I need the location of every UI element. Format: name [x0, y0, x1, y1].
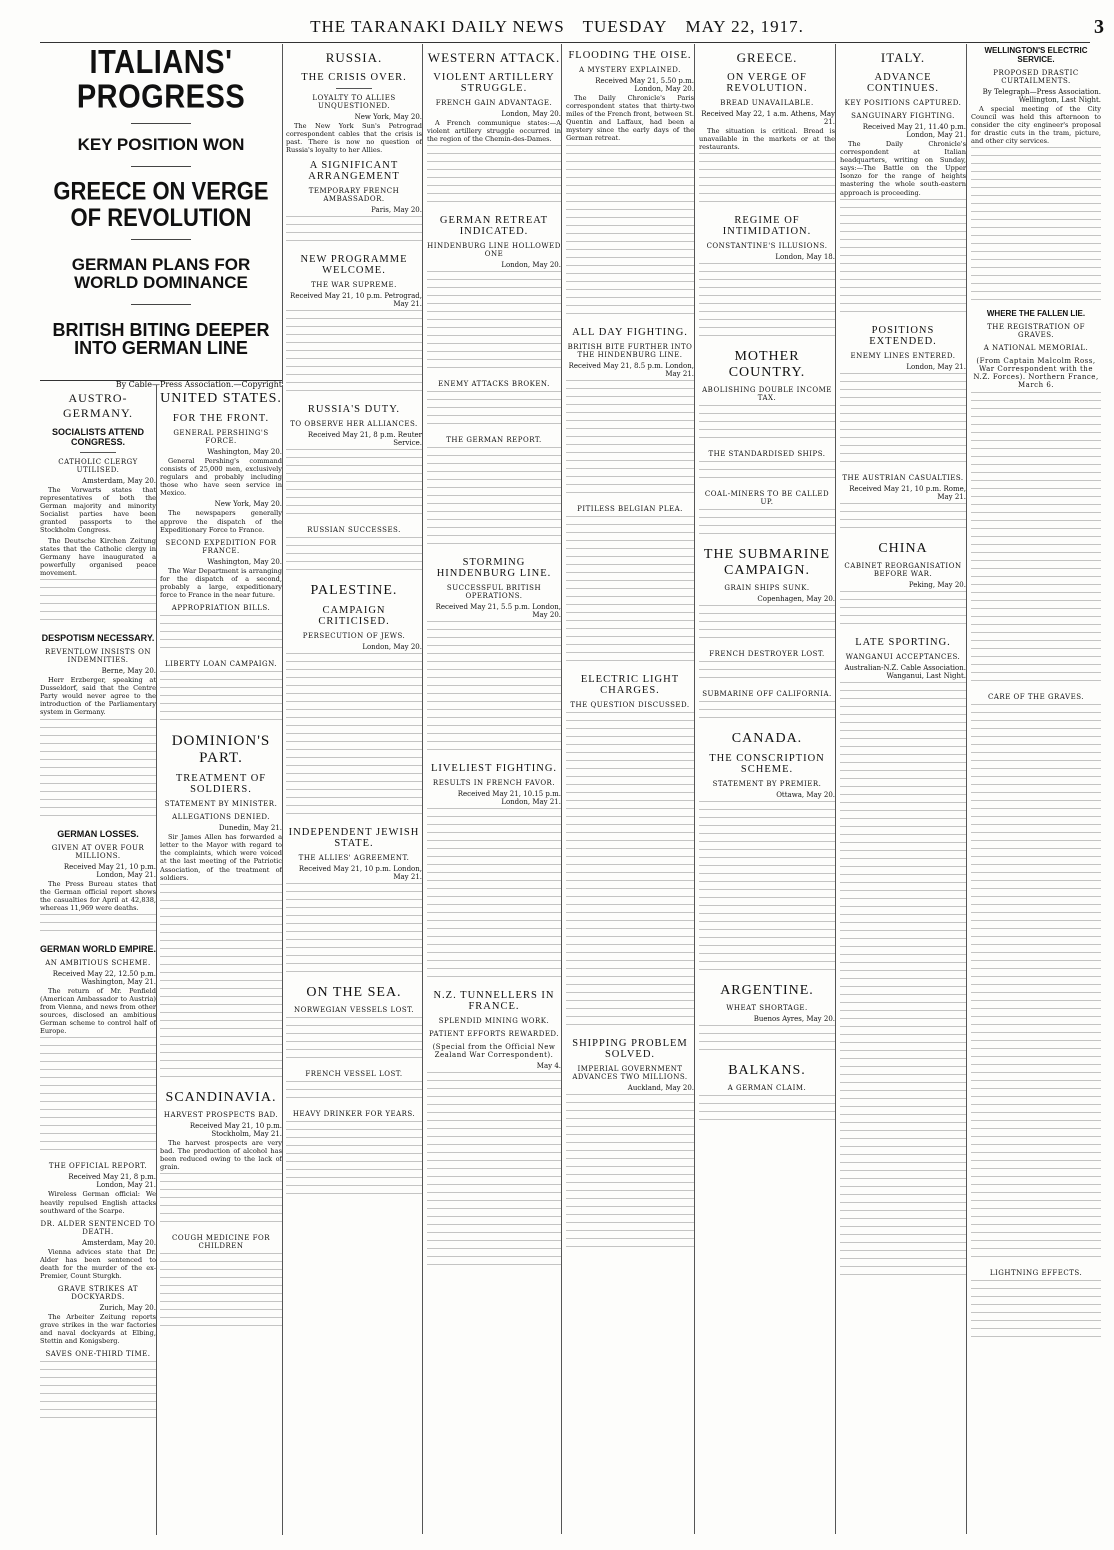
subhead: LIVELIEST FIGHTING. — [430, 763, 558, 775]
minor-head: LIGHTNING EFFECTS. — [989, 1269, 1083, 1278]
minor-head: GENERAL PERSHING'S FORCE. — [173, 429, 269, 445]
body-text-block — [427, 145, 561, 209]
article-russia — [286, 44, 423, 1534]
section-head: DOMINION'S PART. — [171, 733, 271, 767]
minor-head: HEAVY DRINKER FOR YEARS. — [292, 1110, 416, 1119]
minor-head: ENEMY ATTACKS BROKEN. — [438, 380, 550, 389]
body-text-block — [427, 621, 561, 757]
minor-head: TEMPORARY FRENCH AMBASSADOR. — [308, 187, 400, 204]
dateline: Received May 21, 10 p.m. Petrograd, May 21. — [290, 292, 422, 309]
subhead: ADVANCE CONTINUES. — [866, 72, 940, 94]
body-text-block — [699, 801, 835, 977]
article-flooding-oise — [566, 44, 695, 1534]
section-head: CANADA. — [731, 731, 803, 747]
minor-head: (From Captain Malcolm Ross, War Correspondent with the N.Z. Forces). Northern France, March 6. — [973, 357, 1099, 390]
minor-head: DR. ALDER SENTENCED TO DEATH. — [40, 1219, 156, 1236]
subhead: A SIGNIFICANT ARRANGEMENT — [308, 160, 400, 183]
section-head: RUSSIA. — [325, 50, 383, 65]
minor-head: SANGUINARY FIGHTING. — [851, 112, 955, 120]
dateline: Received May 21, 5.5 p.m. London, May 20. — [435, 603, 561, 620]
body-text-block — [427, 1072, 561, 1272]
minor-head: THE WAR SUPREME. — [311, 281, 397, 290]
minor-head: CONSTANTINE'S ILLUSIONS. — [706, 242, 828, 251]
minor-head: GRAVE STRIKES AT DOCKYARDS. — [57, 1285, 139, 1302]
article-united-states — [160, 385, 283, 1535]
article-text: The newspapers generally approve the dispatch of the Expeditionary Force to France. — [160, 509, 282, 534]
minor-head: TO OBSERVE HER ALLIANCES. — [290, 420, 418, 429]
body-text-block — [566, 516, 694, 668]
body-text-block — [840, 373, 966, 469]
minor-head: THE GERMAN REPORT. — [446, 436, 542, 445]
dateline: Peking, May 20. — [908, 580, 966, 589]
article-text: Wireless German official: We heavily repulsed English attacks southward of the Scarpe. — [40, 1190, 156, 1215]
page-number: 3 — [1094, 16, 1104, 38]
subhead: DESPOTISM NECESSARY. — [41, 633, 155, 644]
article-wellington — [971, 44, 1101, 1534]
minor-head: COUGH MEDICINE FOR CHILDREN — [171, 1234, 271, 1251]
minor-head: PERSECUTION OF JEWS. — [302, 632, 406, 641]
minor-head: THE OFFICIAL REPORT. — [48, 1162, 148, 1171]
dateline: Zurich, May 20. — [99, 1304, 156, 1313]
minor-head: RUSSIAN SUCCESSES. — [307, 526, 401, 535]
body-text-block — [160, 884, 282, 1084]
subhead: GERMAN RETREAT INDICATED. — [439, 215, 549, 238]
section-head: WELLINGTON'S ELECTRIC SERVICE. — [984, 46, 1088, 64]
body-text-block — [971, 704, 1101, 1264]
dateline: Washington, May 20. — [207, 448, 282, 456]
subhead: ALL DAY FIGHTING. — [572, 326, 688, 338]
article-text: The War Department is arranging for the dispatch of a second, probably a large, expeditionary force to France in the near future. — [160, 566, 282, 600]
article-text: The Daily Chronicle's correspondent at Italian headquarters, writing on Sunday, says:—The Battle on the Upper Isonzo for the range of heights mastering the whole south-eastern approach is proceeding. — [840, 140, 966, 197]
minor-head: LIBERTY LOAN CAMPAIGN. — [164, 660, 278, 669]
minor-head: ABOLISHING DOUBLE INCOME TAX. — [702, 386, 832, 403]
minor-head: BRITISH BITE FURTHER INTO THE HINDENBURG LINE. — [567, 342, 693, 359]
article-text: The New York Sun's Petrograd correspondent cables that the crisis is past. There is now no question of Russia's loyalty to her Allies. — [286, 122, 422, 155]
dateline: Received May 21, 5.50 p.m. London, May 20. — [595, 77, 694, 93]
lead-rule — [40, 380, 282, 381]
minor-head: FRENCH DESTROYER LOST. — [709, 650, 825, 659]
minor-head: A NATIONAL MEMORIAL. — [983, 344, 1089, 353]
article-text: General Pershing's command consists of 25,000 men, exclusively regulars and probably including those who have seen service in Mexico. — [160, 457, 282, 498]
dateline: New York, May 20. — [354, 113, 422, 121]
body-text-block — [840, 682, 966, 1282]
minor-head: SECOND EXPEDITION FOR FRANCE. — [165, 538, 277, 555]
subhead: INDEPENDENT JEWISH STATE. — [288, 827, 420, 850]
minor-head: (Special from the Official New Zealand War Correspondent). — [432, 1043, 556, 1060]
article-greece — [699, 44, 836, 1534]
article-text: The Deutsche Kirchen Zeitung states that the Catholic clergy in Germany have inaugurated a powerfully organised peace movement. — [40, 536, 156, 577]
body-text-block — [40, 579, 156, 627]
divider — [131, 123, 191, 124]
lead-deck-british-biting: BRITISH BITING DEEPER INTO GERMAN LINE — [52, 319, 270, 359]
article-text: A French communique states:—A violent artillery struggle occurred in the region of the Chemin-des-Dames. — [427, 119, 561, 144]
lead-deck-key-position: KEY POSITION WON — [77, 134, 245, 154]
body-text-block — [971, 1280, 1101, 1344]
body-text-block — [286, 653, 422, 821]
minor-head: WHEAT SHORTAGE. — [726, 1004, 808, 1013]
body-text-block — [699, 461, 835, 485]
dateline: Copenhagen, May 20. — [757, 595, 835, 604]
minor-head: STATEMENT BY MINISTER. — [164, 800, 278, 809]
dateline: Received May 21, 10 p.m. Stockholm, May 21. — [189, 1121, 282, 1138]
section-head: ON THE SEA. — [306, 985, 402, 1001]
body-text-block — [40, 914, 156, 938]
minor-head: REVENTLOW INSISTS ON INDEMNITIES. — [45, 648, 151, 665]
dateline: Received May 21, 8 p.m. London, May 21. — [68, 1173, 156, 1190]
dateline: New York, May 20. — [214, 500, 282, 509]
lead-headline: ITALIANS' PROGRESS — [76, 44, 246, 117]
dateline: Received May 21, 10 p.m. London, May 21. — [63, 862, 156, 879]
body-text-block — [427, 391, 561, 431]
subhead: THE CRISIS OVER. — [301, 72, 407, 83]
body-text-block — [160, 1173, 282, 1229]
subhead: FOR THE FRONT. — [172, 413, 270, 424]
minor-head: THE AUSTRIAN CASUALTIES. — [842, 473, 964, 482]
subhead: SOCIALISTS ATTEND CONGRESS. — [52, 427, 144, 447]
dateline: Paris, May 20. — [371, 206, 422, 215]
minor-head: ALLEGATIONS DENIED. — [172, 813, 270, 822]
divider — [336, 88, 372, 89]
dateline: Received May 21, 10 p.m. London, May 21. — [298, 865, 422, 882]
dateline: Received May 21, 11.40 p.m. London, May 21. — [862, 123, 966, 139]
minor-head: CABINET REORGANISATION BEFORE WAR. — [844, 561, 962, 578]
subhead: SHIPPING PROBLEM SOLVED. — [572, 1037, 688, 1060]
minor-head: IMPERIAL GOVERNMENT ADVANCES TWO MILLIONS. — [572, 1064, 688, 1081]
section-head: SCANDINAVIA. — [165, 1089, 277, 1105]
article-text: The Press Bureau states that the German official report shows the casualties for April at 42,838, whereas 11,969 were deaths. — [40, 879, 156, 912]
minor-head: PATIENT EFFORTS REWARDED. — [428, 1030, 560, 1039]
body-text-block — [286, 216, 422, 248]
section-head: BALKANS. — [728, 1063, 806, 1079]
subhead: THE CONSCRIPTION SCHEME. — [709, 753, 825, 776]
minor-head: ENEMY LINES ENTERED. — [850, 351, 956, 360]
minor-head: PROPOSED DRASTIC CURTAILMENTS. — [993, 69, 1079, 85]
subhead: CAMPAIGN CRITICISED. — [318, 605, 390, 628]
dateline: London, May 20. — [501, 261, 561, 270]
body-text-block — [699, 405, 835, 445]
article-text: A special meeting of the City Council was held this afternoon to consider the city engineer's proposal for drastic cuts in the tram, picture, and other city services. — [971, 105, 1101, 146]
body-text-block — [286, 310, 422, 398]
byline: By Cable—Press Association.—Copyright — [115, 380, 282, 389]
dateline: Amsterdam, May 20. — [82, 1238, 156, 1247]
body-text-block — [840, 199, 966, 319]
body-text-block — [286, 1121, 422, 1201]
subhead: GERMAN WORLD EMPIRE. — [40, 943, 156, 954]
dateline: London, May 21. — [906, 362, 966, 371]
article-text: The Arbeiter Zeitung reports grave strikes in the war factories and naval dockyards at Elbing, Stettin and Konigsberg. — [40, 1313, 156, 1346]
body-text-block — [566, 380, 694, 500]
dateline: Received May 22, 12.50 p.m. Washington, May 21. — [52, 969, 156, 986]
dateline: London, May 18. — [775, 253, 835, 262]
divider — [131, 166, 191, 167]
minor-head: KEY POSITIONS CAPTURED. — [844, 99, 962, 107]
body-text-block — [160, 615, 282, 655]
section-head: AUSTRO-GERMANY. — [62, 391, 134, 420]
divider — [131, 304, 191, 305]
minor-head: THE ALLIES' AGREEMENT. — [298, 854, 410, 863]
minor-head: PITILESS BELGIAN PLEA. — [577, 504, 683, 513]
lead-headlines — [40, 44, 283, 384]
article-text: The return of Mr. Penfield (American Ambassador to Austria) from Vienna, and news from other sources, disclosed an ambitious German scheme to control half of Europe. — [40, 986, 156, 1036]
section-head: GREECE. — [736, 50, 798, 65]
minor-head: CATHOLIC CLERGY UTILISED. — [58, 458, 138, 474]
minor-head: THE REGISTRATION OF GRAVES. — [987, 323, 1085, 340]
subhead: ELECTRIC LIGHT CHARGES. — [580, 673, 680, 696]
minor-head: WANGANUI ACCEPTANCES. — [845, 652, 961, 661]
minor-head: A MYSTERY EXPLAINED. — [579, 66, 681, 74]
minor-head: BREAD UNAVAILABLE. — [720, 99, 814, 107]
subhead: GERMAN LOSSES. — [57, 828, 139, 839]
section-head: UNITED STATES. — [160, 391, 282, 406]
lead-deck-german-plans: GERMAN PLANS FOR WORLD DOMINANCE — [71, 254, 251, 292]
body-text-block — [971, 392, 1101, 688]
body-text-block — [286, 537, 422, 577]
masthead — [0, 14, 1114, 40]
body-text-block — [566, 1094, 694, 1254]
body-text-block — [160, 1253, 282, 1333]
body-text-block — [286, 883, 422, 979]
dateline: Amsterdam, May 20. — [82, 477, 156, 485]
masthead-date: MAY 22, 1917. — [685, 17, 804, 36]
article-text: Sir James Allen has forwarded a letter to the Mayor with regard to the complaints, which were voiced at the last meeting of the Patriotic Association, of the treatment of soldiers. — [160, 833, 282, 882]
minor-head: A GERMAN CLAIM. — [727, 1084, 807, 1093]
article-text: The Vorwarts states that representatives of both the German majority and minority Socialist parties have been granted passports to the Stockholm Congress. — [40, 486, 156, 535]
article-text: The harvest prospects are very bad. The production of alcohol has been reduced owing to the lack of grain. — [160, 1138, 282, 1171]
minor-head: CARE OF THE GRAVES. — [988, 693, 1084, 702]
dateline: Australian-N.Z. Cable Association. Wanganui, Last Night. — [844, 663, 966, 680]
subhead: NEW PROGRAMME WELCOME. — [300, 254, 408, 277]
dateline: Auckland, May 20. — [627, 1083, 694, 1092]
body-text-block — [566, 712, 694, 1032]
body-text-block — [840, 591, 966, 631]
body-text-block — [699, 605, 835, 645]
body-text-block — [286, 1017, 422, 1065]
article-text: Vienna advices state that Dr. Alder has been sentenced to death for the murder of the ex-Premier, Count Sturgkh. — [40, 1247, 156, 1280]
article-text: The Daily Chronicle's Paris correspondent states that thirty-two miles of the French front, between St. Quentin and Laffaux, had been a mystery since the early days of the German retreat. — [566, 94, 694, 143]
lead-deck-greece: GREECE ON VERGE OF REVOLUTION — [53, 176, 269, 232]
article-italy — [840, 44, 967, 1534]
body-text-block — [40, 1361, 156, 1421]
dateline: May 4. — [536, 1062, 561, 1071]
dateline: Berne, May 20. — [101, 667, 156, 676]
minor-head: COAL-MINERS TO BE CALLED UP. — [704, 490, 830, 507]
minor-head: THE QUESTION DISCUSSED. — [570, 700, 690, 709]
subhead: REGIME OF INTIMIDATION. — [722, 215, 812, 238]
article-austro-germany — [40, 385, 157, 1535]
minor-head: AN AMBITIOUS SCHEME. — [45, 958, 151, 967]
section-head: MOTHER COUNTRY. — [728, 349, 806, 381]
body-text-block — [427, 447, 561, 551]
dateline: By Telegraph—Press Association. Wellington, Last Night. — [982, 88, 1101, 104]
subhead: RUSSIA'S DUTY. — [307, 404, 401, 416]
subhead: ON VERGE OF REVOLUTION. — [726, 72, 808, 94]
article-text: The situation is critical. Bread is unavailable in the markets or at the restaurants. — [699, 127, 835, 152]
section-head: FLOODING THE OISE. — [568, 50, 692, 61]
minor-head: SUCCESSFUL BRITISH OPERATIONS. — [446, 584, 542, 601]
section-head: PALESTINE. — [310, 583, 398, 599]
minor-head: SUBMARINE OFF CALIFORNIA. — [702, 690, 832, 699]
divider — [131, 239, 191, 240]
minor-head: HINDENBURG LINE HOLLOWED ONE — [427, 242, 561, 259]
subhead: LATE SPORTING. — [855, 636, 951, 648]
section-head: ITALY. — [880, 50, 926, 65]
body-text-block — [699, 263, 835, 343]
body-text-block — [699, 701, 835, 725]
body-text-block — [286, 1081, 422, 1105]
subhead: N.Z. TUNNELLERS IN FRANCE. — [433, 990, 555, 1013]
section-head: WESTERN ATTACK. — [427, 50, 561, 65]
subhead: POSITIONS EXTENDED. — [869, 324, 937, 347]
body-text-block — [566, 145, 694, 321]
section-head: ARGENTINE. — [720, 983, 814, 999]
dateline: Received May 21, 8.5 p.m. London, May 21. — [568, 361, 694, 378]
body-text-block — [840, 503, 966, 535]
minor-head: STATEMENT BY PREMIER. — [712, 780, 822, 789]
dateline: Received May 21, 10 p.m. Rome, May 21. — [849, 484, 966, 501]
body-text-block — [699, 1025, 835, 1057]
subhead: WHERE THE FALLEN LIE. — [986, 309, 1086, 319]
dateline: Washington, May 20. — [207, 557, 282, 566]
dateline: London, May 20. — [362, 643, 422, 652]
subhead: STORMING HINDENBURG LINE. — [436, 557, 552, 580]
masthead-rule — [40, 42, 1090, 43]
masthead-title: THE TARANAKI DAILY NEWS — [310, 17, 565, 36]
minor-head: FRENCH GAIN ADVANTAGE. — [435, 99, 553, 107]
body-text-block — [699, 509, 835, 541]
minor-head: HARVEST PROSPECTS BAD. — [163, 1110, 279, 1119]
minor-head: RESULTS IN FRENCH FAVOR. — [432, 779, 556, 788]
dateline: London, May 20. — [501, 110, 561, 118]
article-western-attack — [427, 44, 562, 1534]
body-text-block — [286, 449, 422, 521]
minor-head: SAVES ONE-THIRD TIME. — [45, 1350, 151, 1359]
dateline: Received May 22, 1 a.m. Athens, May 21. — [701, 110, 835, 126]
body-text-block — [971, 147, 1101, 307]
body-text-block — [427, 808, 561, 984]
minor-head: APPROPRIATION BILLS. — [171, 604, 271, 613]
dateline: Ottawa, May 20. — [776, 791, 835, 800]
dateline: Received May 21, 8 p.m. Reuter Service. — [307, 431, 422, 448]
body-text-block — [40, 719, 156, 823]
dateline: Dunedin, May 21. — [218, 824, 282, 833]
subhead: TREATMENT OF SOLDIERS. — [175, 773, 267, 796]
minor-head: LOYALTY TO ALLIES UNQUESTIONED. — [312, 94, 396, 110]
minor-head: FRENCH VESSEL LOST. — [305, 1070, 403, 1079]
subhead: VIOLENT ARTILLERY STRUGGLE. — [433, 72, 555, 94]
dateline: Received May 21, 10.15 p.m. London, May 21. — [457, 790, 561, 807]
minor-head: GRAIN SHIPS SUNK. — [724, 584, 810, 593]
minor-head: THE STANDARDISED SHIPS. — [708, 450, 826, 459]
body-text-block — [427, 271, 561, 375]
body-text-block — [40, 1037, 156, 1157]
minor-head: SPLENDID MINING WORK. — [438, 1017, 550, 1026]
minor-head: NORWEGIAN VESSELS LOST. — [293, 1006, 414, 1015]
section-head: THE SUBMARINE CAMPAIGN. — [703, 547, 831, 579]
section-head: CHINA — [878, 540, 928, 556]
article-text: Herr Erzberger, speaking at Dusseldorf, said that the Centre Party would never agree to the introduction of the Parliamentary system in Germany. — [40, 676, 156, 717]
body-text-block — [699, 153, 835, 209]
masthead-day: TUESDAY — [582, 17, 668, 36]
divider — [80, 452, 116, 453]
dateline: Buenos Ayres, May 20. — [753, 1015, 835, 1024]
body-text-block — [160, 671, 282, 727]
body-text-block — [699, 661, 835, 685]
minor-head: GIVEN AT OVER FOUR MILLIONS. — [51, 843, 145, 860]
body-text-block — [699, 1095, 835, 1127]
